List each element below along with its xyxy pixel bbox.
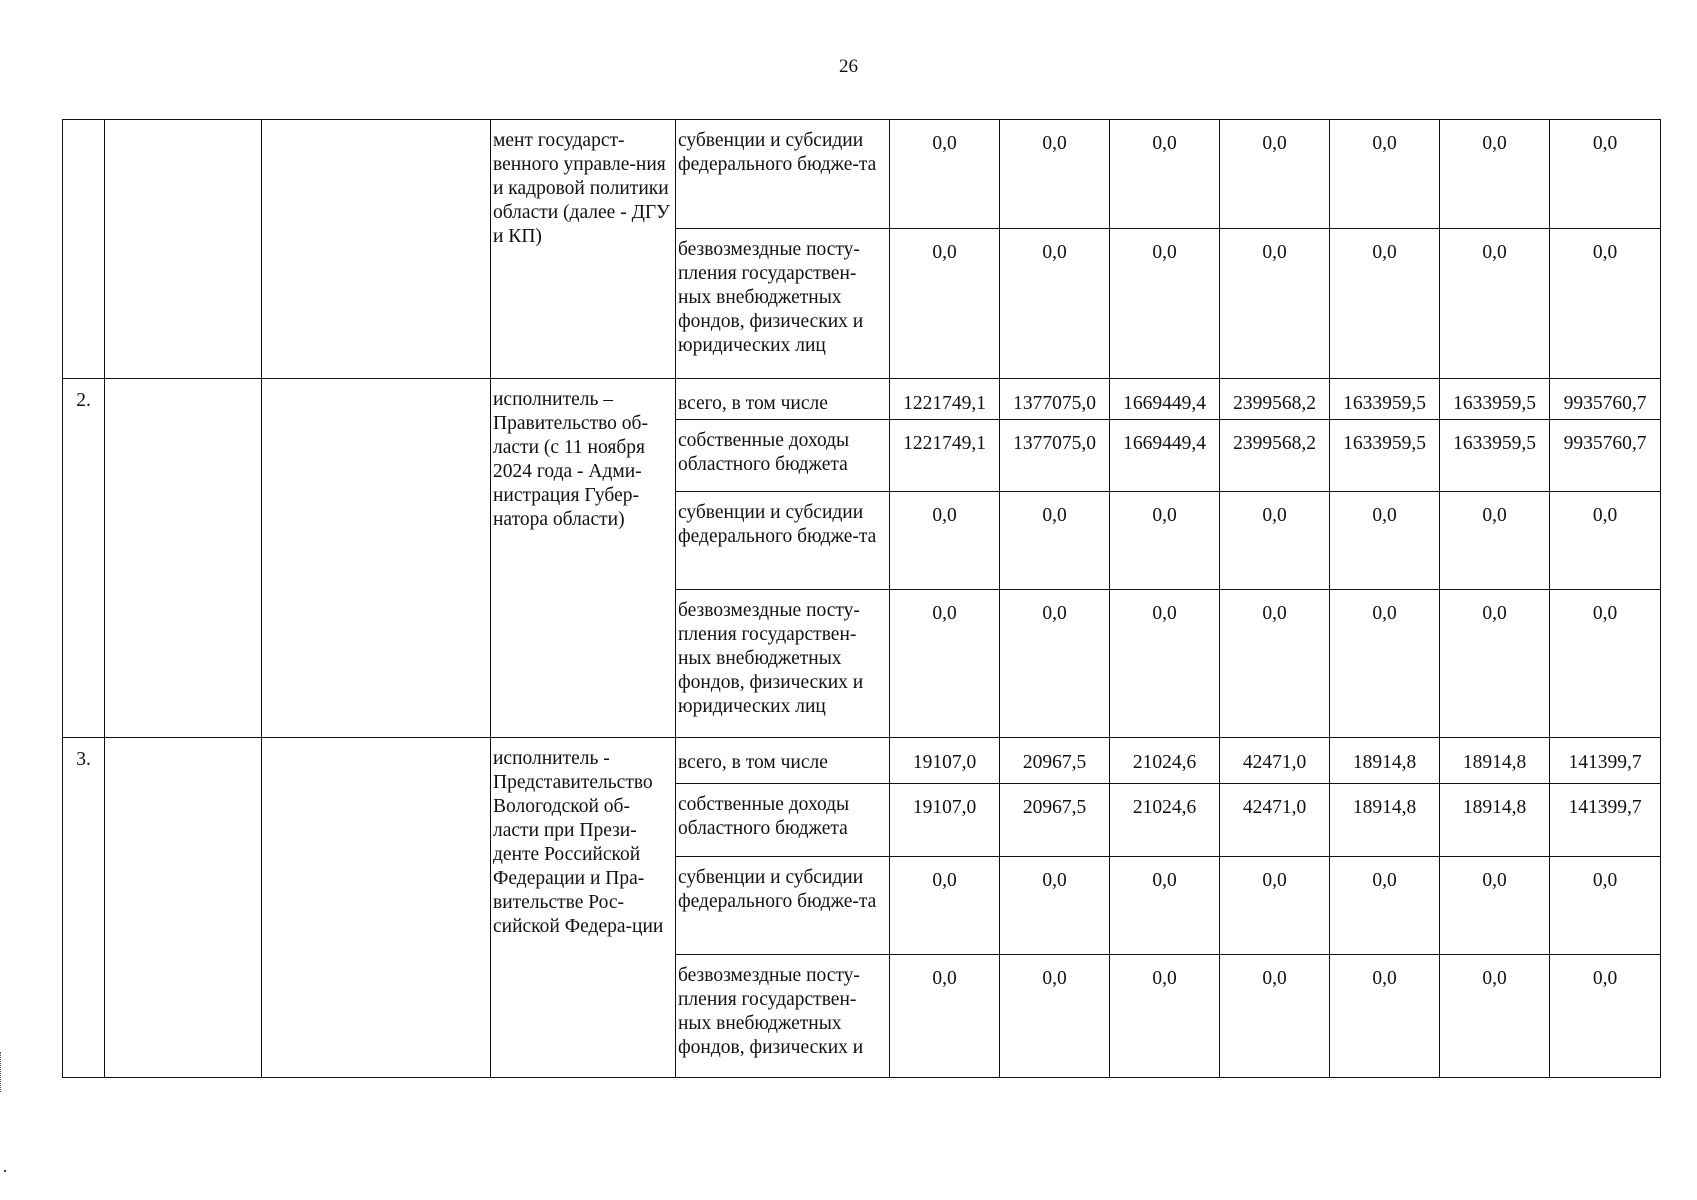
value-cell: 21024,6 bbox=[1110, 738, 1220, 784]
funding-source-cell: субвенции и субсидии федерального бюдже-та bbox=[676, 492, 890, 590]
value-cell: 21024,6 bbox=[1110, 784, 1220, 857]
value-cell: 0,0 bbox=[890, 590, 1000, 738]
value-cell: 0,0 bbox=[1550, 955, 1661, 1078]
table-row bbox=[63, 120, 1661, 229]
funding-source-cell: субвенции и субсидии федерального бюдже-та bbox=[676, 120, 890, 229]
value-cell: 0,0 bbox=[1330, 955, 1440, 1078]
value-cell: 1669449,4 bbox=[1110, 379, 1220, 420]
page-number: 26 bbox=[839, 56, 858, 77]
value-cell: 42471,0 bbox=[1220, 784, 1330, 857]
value-cell: 1633959,5 bbox=[1440, 420, 1550, 492]
funding-source-cell: всего, в том числе bbox=[676, 379, 890, 420]
value-cell: 141399,7 bbox=[1550, 738, 1661, 784]
value-cell: 2399568,2 bbox=[1220, 420, 1330, 492]
value-cell: 0,0 bbox=[1110, 590, 1220, 738]
value-cell: 0,0 bbox=[1330, 120, 1440, 229]
budget-table bbox=[62, 119, 1661, 1078]
funding-source-cell: собственные доходы областного бюджета bbox=[676, 784, 890, 857]
value-cell: 0,0 bbox=[890, 492, 1000, 590]
value-cell: 1669449,4 bbox=[1110, 420, 1220, 492]
executor-cell: исполнитель – Правительство об-ласти (с 11 ноября 2024 года - Адми-нистрация Губер-натора области) bbox=[491, 379, 676, 738]
funding-source-cell: всего, в том числе bbox=[676, 738, 890, 784]
executor-cell: исполнитель - Представительство Вологодской об-ласти при Прези-денте Российской Федерации и Пра-вительстве Рос-сийской Федера-ции bbox=[491, 738, 676, 1078]
executor-cell: мент государст-венного управле-ния и кадровой политики области (далее - ДГУ и КП) bbox=[491, 120, 676, 379]
funding-source-cell: безвозмездные посту-пления государствен-ных внебюджетных фондов, физических и bbox=[676, 955, 890, 1078]
value-cell: 9935760,7 bbox=[1550, 420, 1661, 492]
value-cell: 1633959,5 bbox=[1440, 379, 1550, 420]
funding-source-cell: безвозмездные посту-пления государствен-ных внебюджетных фондов, физических и юридических лиц bbox=[676, 229, 890, 379]
value-cell: 0,0 bbox=[1000, 857, 1110, 955]
empty-cell bbox=[262, 120, 491, 379]
value-cell: 0,0 bbox=[1550, 857, 1661, 955]
value-cell: 1221749,1 bbox=[890, 379, 1000, 420]
value-cell: 18914,8 bbox=[1330, 784, 1440, 857]
value-cell: 1221749,1 bbox=[890, 420, 1000, 492]
row-index-cell: 3. bbox=[63, 738, 105, 1078]
value-cell: 20967,5 bbox=[1000, 738, 1110, 784]
value-cell: 20967,5 bbox=[1000, 784, 1110, 857]
table-row bbox=[63, 738, 1661, 784]
row-index-cell: 2. bbox=[63, 379, 105, 738]
value-cell: 0,0 bbox=[1440, 492, 1550, 590]
value-cell: 0,0 bbox=[1330, 590, 1440, 738]
value-cell: 2399568,2 bbox=[1220, 379, 1330, 420]
value-cell: 0,0 bbox=[1000, 492, 1110, 590]
funding-source-cell: субвенции и субсидии федерального бюдже-та bbox=[676, 857, 890, 955]
value-cell: 0,0 bbox=[1220, 590, 1330, 738]
value-cell: 0,0 bbox=[1550, 590, 1661, 738]
value-cell: 0,0 bbox=[1220, 955, 1330, 1078]
value-cell: 0,0 bbox=[890, 857, 1000, 955]
funding-source-cell: безвозмездные посту-пления государствен-ных внебюджетных фондов, физических и юридических лиц bbox=[676, 590, 890, 738]
value-cell: 0,0 bbox=[1000, 120, 1110, 229]
value-cell: 0,0 bbox=[1550, 229, 1661, 379]
value-cell: 1377075,0 bbox=[1000, 379, 1110, 420]
value-cell: 18914,8 bbox=[1440, 784, 1550, 857]
value-cell: 0,0 bbox=[1550, 492, 1661, 590]
value-cell: 0,0 bbox=[1110, 857, 1220, 955]
value-cell: 1633959,5 bbox=[1330, 420, 1440, 492]
empty-cell bbox=[105, 738, 262, 1078]
value-cell: 19107,0 bbox=[890, 738, 1000, 784]
value-cell: 0,0 bbox=[1000, 955, 1110, 1078]
value-cell: 18914,8 bbox=[1330, 738, 1440, 784]
value-cell: 0,0 bbox=[1440, 120, 1550, 229]
value-cell: 0,0 bbox=[1440, 955, 1550, 1078]
value-cell: 0,0 bbox=[1550, 120, 1661, 229]
value-cell: 0,0 bbox=[890, 955, 1000, 1078]
value-cell: 0,0 bbox=[1220, 120, 1330, 229]
value-cell: 0,0 bbox=[1440, 229, 1550, 379]
value-cell: 9935760,7 bbox=[1550, 379, 1661, 420]
value-cell: 0,0 bbox=[1220, 857, 1330, 955]
empty-cell bbox=[105, 379, 262, 738]
scan-edge-marks bbox=[0, 1052, 4, 1092]
empty-cell bbox=[262, 738, 491, 1078]
table-row bbox=[63, 379, 1661, 420]
value-cell: 0,0 bbox=[1220, 492, 1330, 590]
value-cell: 0,0 bbox=[1110, 120, 1220, 229]
value-cell: 0,0 bbox=[1220, 229, 1330, 379]
value-cell: 0,0 bbox=[1440, 857, 1550, 955]
value-cell: 0,0 bbox=[1330, 857, 1440, 955]
value-cell: 0,0 bbox=[1110, 229, 1220, 379]
empty-cell bbox=[262, 379, 491, 738]
value-cell: 0,0 bbox=[1330, 492, 1440, 590]
value-cell: 1633959,5 bbox=[1330, 379, 1440, 420]
value-cell: 19107,0 bbox=[890, 784, 1000, 857]
value-cell: 1377075,0 bbox=[1000, 420, 1110, 492]
scan-dot bbox=[4, 1170, 6, 1172]
funding-source-cell: собственные доходы областного бюджета bbox=[676, 420, 890, 492]
value-cell: 0,0 bbox=[1110, 955, 1220, 1078]
row-index-cell bbox=[63, 120, 105, 379]
value-cell: 0,0 bbox=[1330, 229, 1440, 379]
value-cell: 0,0 bbox=[1000, 590, 1110, 738]
value-cell: 0,0 bbox=[1000, 229, 1110, 379]
value-cell: 42471,0 bbox=[1220, 738, 1330, 784]
value-cell: 0,0 bbox=[1440, 590, 1550, 738]
value-cell: 0,0 bbox=[890, 229, 1000, 379]
value-cell: 141399,7 bbox=[1550, 784, 1661, 857]
value-cell: 0,0 bbox=[1110, 492, 1220, 590]
value-cell: 0,0 bbox=[890, 120, 1000, 229]
empty-cell bbox=[105, 120, 262, 379]
value-cell: 18914,8 bbox=[1440, 738, 1550, 784]
